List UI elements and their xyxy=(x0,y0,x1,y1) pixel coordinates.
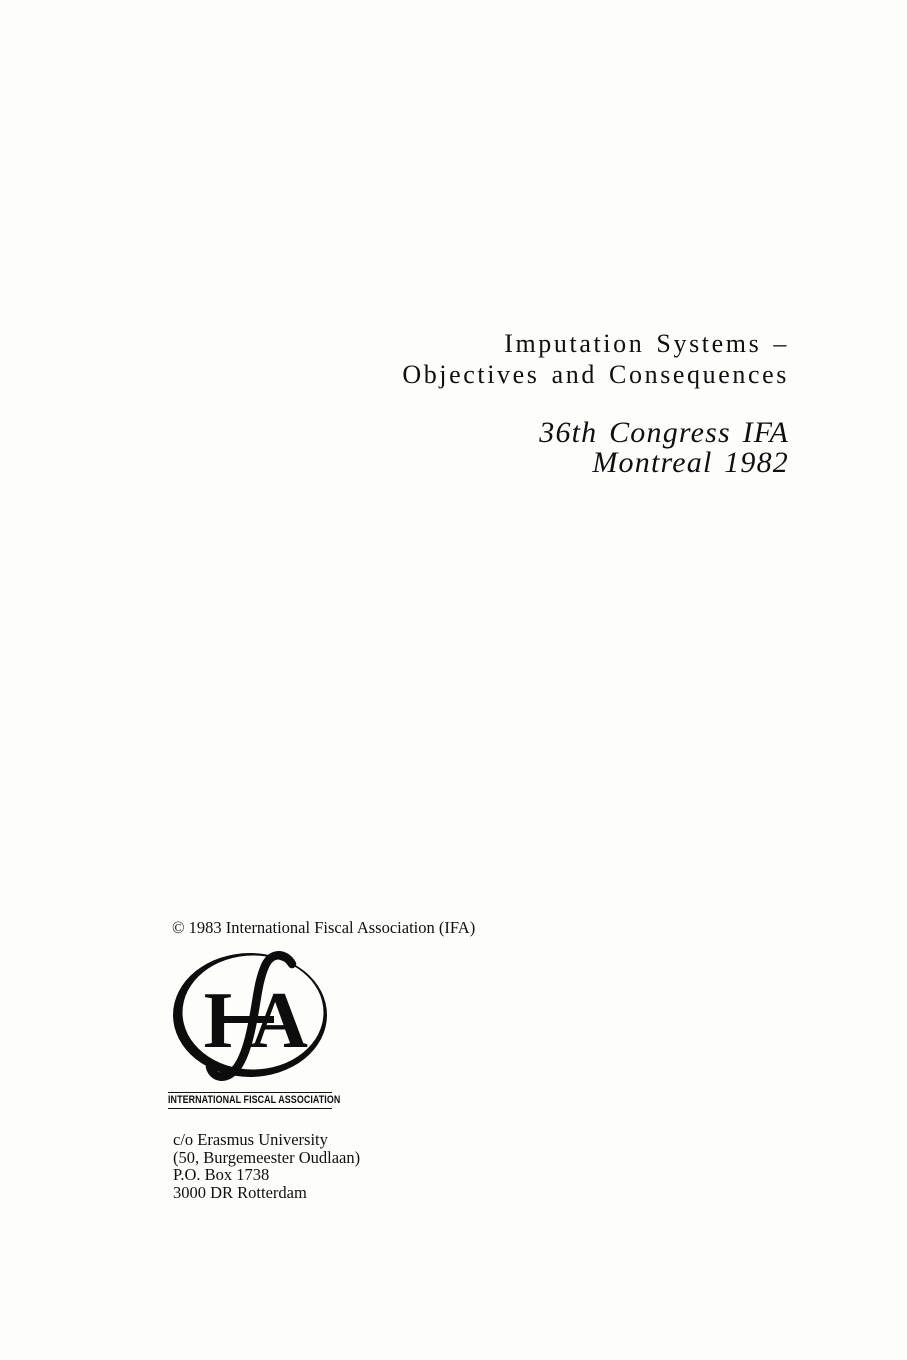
ifa-logo-letter-i: I xyxy=(202,977,234,1065)
ifa-logo-caption: INTERNATIONAL FISCAL ASSOCIATION xyxy=(168,1094,341,1106)
book-title xyxy=(402,328,789,390)
copyright-notice: © 1983 International Fiscal Association (IFA) xyxy=(172,918,476,937)
ifa-logo xyxy=(173,951,327,1083)
congress-location-line: Montreal 1982 xyxy=(592,446,789,479)
congress-line: 36th Congress IFA xyxy=(539,416,789,449)
ifa-logo-caption-band xyxy=(168,1092,341,1109)
book-title-line-2: Objectives and Consequences xyxy=(402,360,789,389)
address-line-4: 3000 DR Rotterdam xyxy=(173,1182,307,1202)
address-line-1: c/o Erasmus University xyxy=(173,1130,328,1149)
ifa-logo-letter-a: A xyxy=(250,977,308,1065)
address-line-2: (50, Burgemeester Oudlaan) xyxy=(173,1147,361,1167)
publisher-address xyxy=(173,1131,360,1201)
address-line-3: P.O. Box 1738 xyxy=(173,1165,270,1184)
congress-subtitle xyxy=(539,418,789,478)
book-title-line-1: Imputation Systems – xyxy=(504,329,789,358)
